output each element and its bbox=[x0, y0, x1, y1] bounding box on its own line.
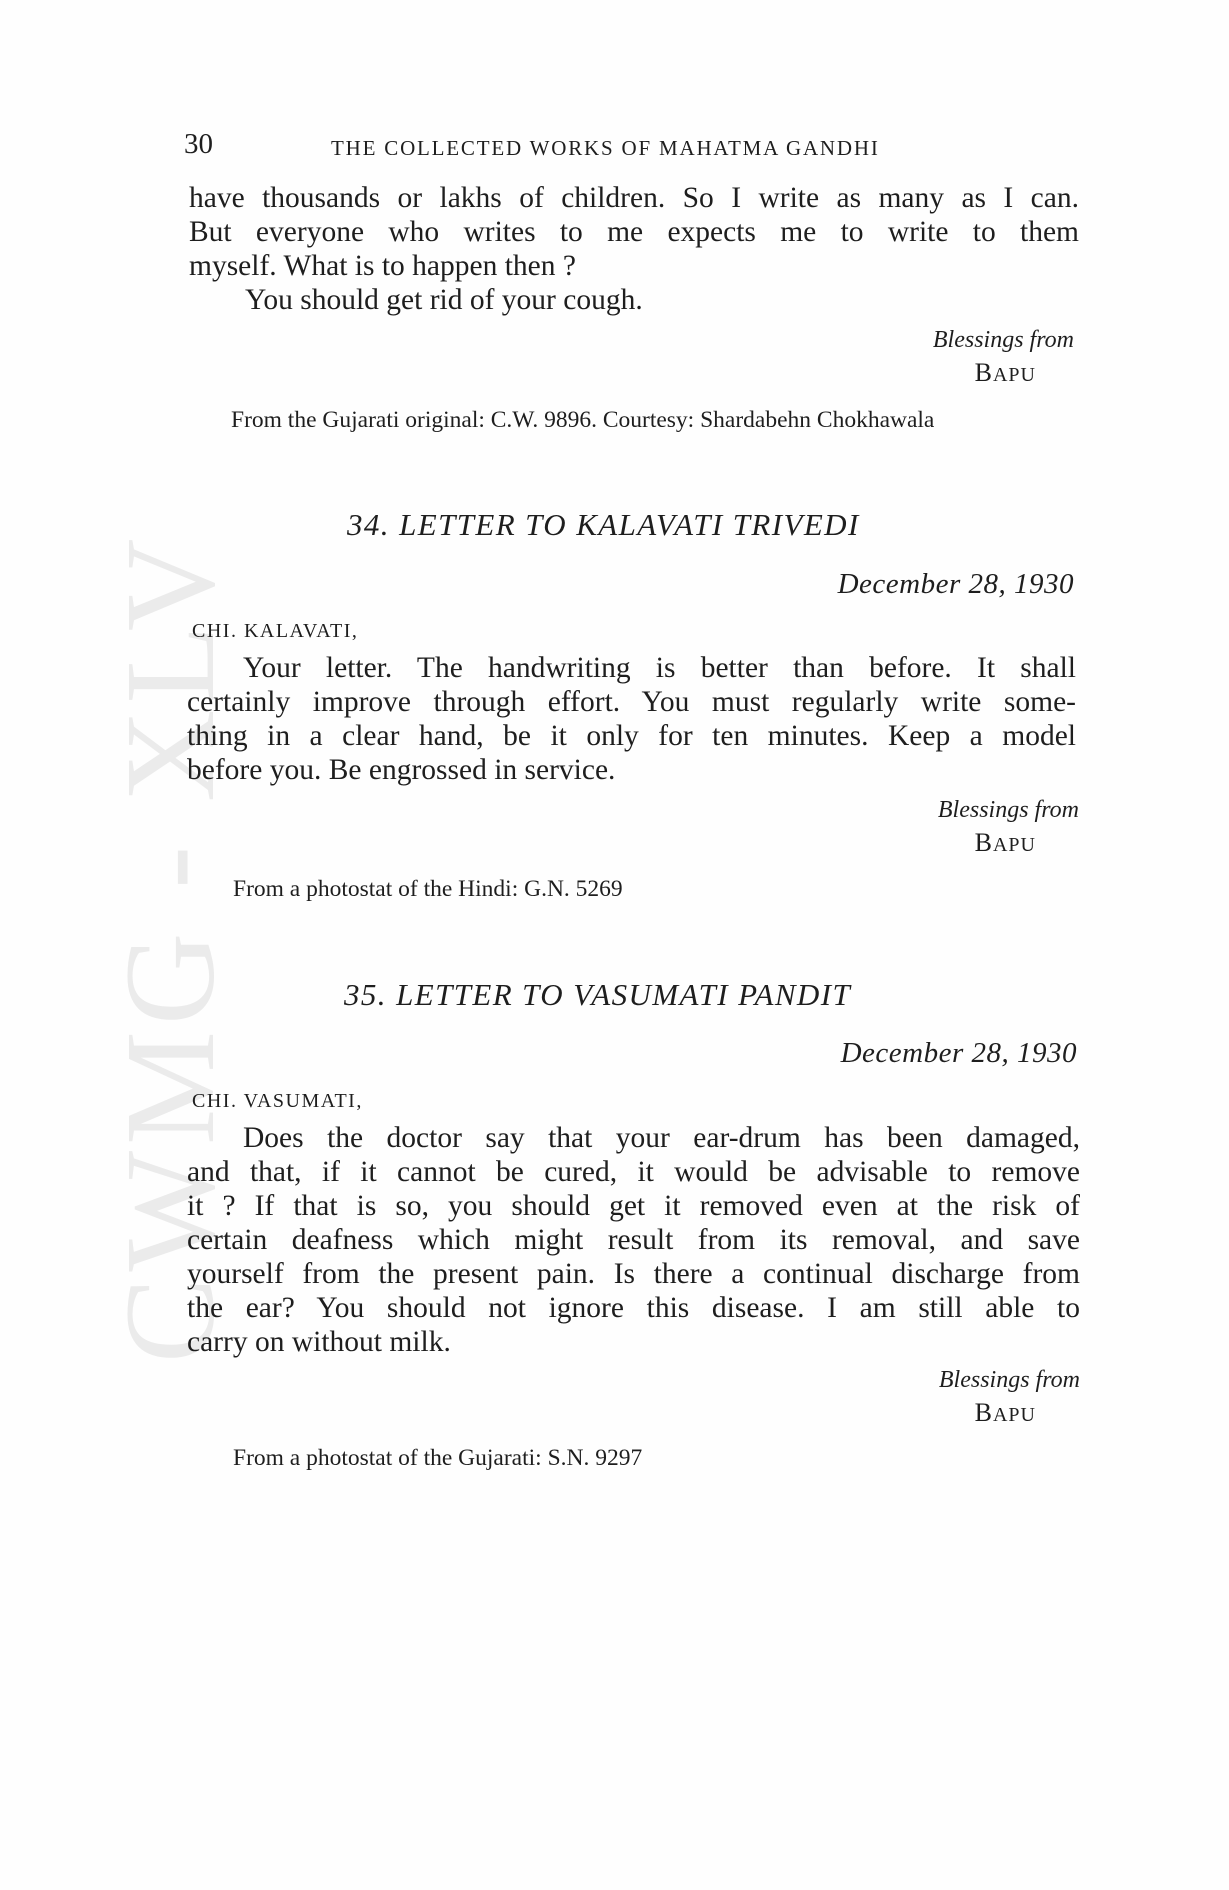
signature bbox=[975, 358, 1036, 388]
source-note: From the Gujarati original: C.W. 9896. Courtesy: Shardabehn Chokhawala bbox=[231, 407, 935, 433]
salutation: CHI. VASUMATI, bbox=[192, 1090, 363, 1112]
body-line: yourself from the present pain. Is there a continual discharge from bbox=[187, 1258, 1080, 1290]
body-line: But everyone who writes to me expects me to write to them bbox=[189, 216, 1079, 248]
body-line: before you. Be engrossed in service. bbox=[187, 754, 616, 786]
blessings-line: Blessings from bbox=[932, 327, 1074, 353]
letter-35-body bbox=[187, 1121, 1080, 1359]
body-line: Does the doctor say that your ear-drum has been damaged, bbox=[243, 1122, 1080, 1154]
body-line: certainly improve through effort. You must regularly write some- bbox=[187, 686, 1076, 718]
body-line: Your letter. The handwriting is better than before. It shall bbox=[243, 652, 1076, 684]
body-line: You should get rid of your cough. bbox=[245, 284, 643, 316]
source-note: From a photostat of the Gujarati: S.N. 9297 bbox=[233, 1445, 643, 1471]
body-line: it ? If that is so, you should get it removed even at the risk of bbox=[187, 1190, 1080, 1222]
running-head: THE COLLECTED WORKS OF MAHATMA GANDHI bbox=[331, 136, 880, 160]
signature-initial: B bbox=[974, 1398, 993, 1427]
blessings-line: Blessings from bbox=[937, 797, 1079, 823]
signature-initial: B bbox=[974, 828, 993, 857]
page-number: 30 bbox=[184, 128, 213, 160]
letter-date: December 28, 1930 bbox=[840, 1037, 1077, 1069]
signature-rest: APU bbox=[992, 1404, 1036, 1426]
blessings-line: Blessings from bbox=[938, 1367, 1080, 1393]
signature-rest: APU bbox=[992, 364, 1036, 386]
source-note: From a photostat of the Hindi: G.N. 5269 bbox=[233, 876, 623, 902]
signature-initial: B bbox=[974, 358, 993, 387]
letter-34-body bbox=[187, 651, 1076, 787]
body-line: thing in a clear hand, be it only for ten minutes. Keep a model bbox=[187, 720, 1076, 752]
salutation: CHI. KALAVATI, bbox=[192, 620, 359, 642]
body-line: carry on without milk. bbox=[187, 1326, 451, 1358]
body-line: have thousands or lakhs of children. So I write as many as I can. bbox=[189, 182, 1079, 214]
letter-date: December 28, 1930 bbox=[837, 568, 1074, 600]
letter-heading: 35. LETTER TO VASUMATI PANDIT bbox=[344, 977, 852, 1012]
body-line: and that, if it cannot be cured, it would be advisable to remove bbox=[187, 1156, 1080, 1188]
body-line: certain deafness which might result from its removal, and save bbox=[187, 1224, 1080, 1256]
watermark: CWMG - XLV bbox=[99, 532, 241, 1364]
signature-rest: APU bbox=[992, 834, 1036, 856]
signature bbox=[975, 828, 1036, 858]
letter-heading: 34. LETTER TO KALAVATI TRIVEDI bbox=[347, 507, 860, 542]
body-line: myself. What is to happen then ? bbox=[189, 250, 576, 282]
body-line: the ear? You should not ignore this disease. I am still able to bbox=[187, 1292, 1080, 1324]
top-letter-body bbox=[189, 181, 1079, 317]
signature bbox=[975, 1398, 1036, 1428]
